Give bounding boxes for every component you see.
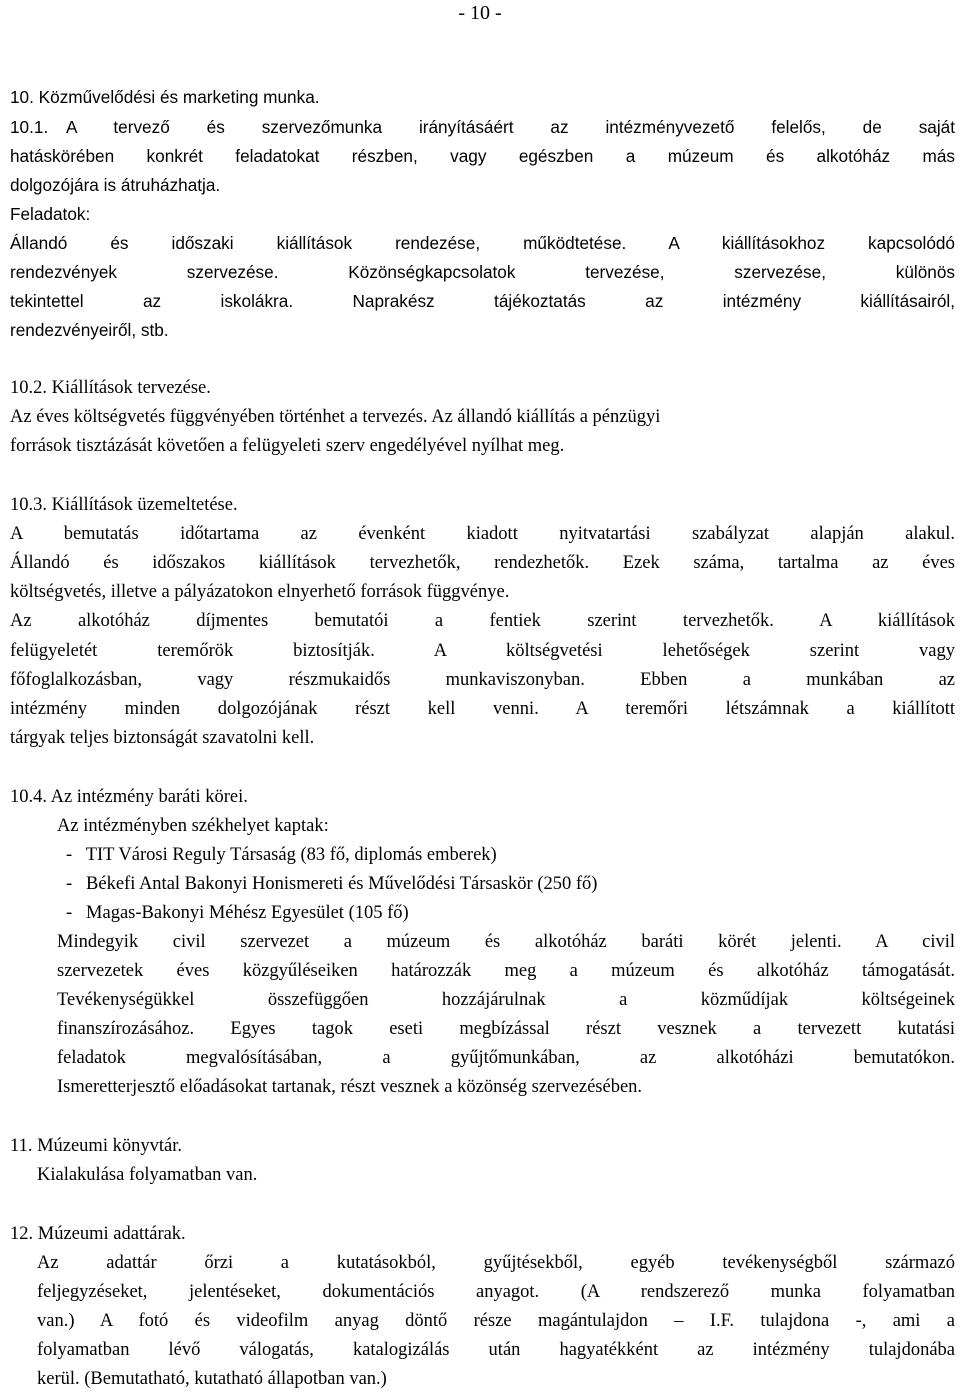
subsection-10-3-line: felügyeletét teremőrök biztosítják. A költségvetési lehetőségek szerint vagy [10,641,955,661]
subsection-10-2-line: Az éves költségvetés függvényében történhet a tervezés. Az állandó kiállítás a pénzügyi [10,407,661,427]
subsection-10-1-line: hatáskörében konkrét feladatokat részben, vagy egészben a múzeum és alkotóház más [10,146,955,166]
subsection-10-3-line: főfoglalkozásban, vagy részmukaidős munkaviszonyban. Ebben a munkában az [10,670,955,690]
subsection-10-1-number: 10.1. [10,117,49,137]
subsection-10-1-line: Állandó és időszaki kiállítások rendezése, működtetése. A kiállításokhoz kapcsolódó [10,233,955,253]
subsection-10-4-line: Ismeretterjesztő előadásokat tartanak, részt vesznek a közönség szervezésében. [57,1077,643,1097]
page-number: - 10 - [458,2,502,24]
list-item: - TIT Városi Reguly Társaság (83 fő, diplomás emberek) [66,845,497,865]
section-12-line: Az adattár őrzi a kutatásokból, gyűjtésekből, egyéb tevékenységből származó [37,1253,955,1273]
subsection-10-1-line: tekintettel az iskolákra. Naprakész tájékoztatás az intézmény kiállításairól, [10,291,955,311]
list-item: - Magas-Bakonyi Méhész Egyesület (105 fő) [66,903,409,923]
section-12-line: folyamatban lévő válogatás, katalogizálás után hagyatékként az intézmény tulajdonába [37,1340,955,1360]
section-12-line: van.) A fotó és videofilm anyag döntő része magántulajdon – I.F. tulajdona -, ami a [37,1311,955,1331]
section-11-line: Kialakulása folyamatban van. [37,1165,258,1185]
subsection-10-1-line: A tervező és szervezőmunka irányításáért az intézményvezető felelős, de saját [66,117,955,137]
subsection-10-4-line: Tevékenységükkel összefüggően hozzájárulnak a közműdíjak költségeinek [57,990,955,1010]
subsection-10-3-heading: 10.3. Kiállítások üzemeltetése. [10,495,238,515]
subsection-10-2-heading: 10.2. Kiállítások tervezése. [10,378,211,398]
subsection-10-3-line: Az alkotóház díjmentes bemutatói a fentiek szerint tervezhetők. A kiállítások [10,611,955,631]
list-item: - Békefi Antal Bakonyi Honismereti és Művelődési Társaskör (250 fő) [66,874,598,894]
subsection-10-4-heading: 10.4. Az intézmény baráti körei. [10,787,248,807]
tasks-label: Feladatok: [10,204,91,224]
subsection-10-4-intro: Az intézményben székhelyet kaptak: [57,816,329,836]
section-10-heading: 10. Közművelődési és marketing munka. [10,87,320,107]
subsection-10-3-line: Állandó és időszakos kiállítások tervezhetők, rendezhetők. Ezek száma, tartalma az éves [10,553,955,573]
section-12-heading: 12. Múzeumi adattárak. [10,1224,186,1244]
subsection-10-2-line: források tisztázását követően a felügyeleti szerv engedélyével nyílhat meg. [10,436,565,456]
subsection-10-4-line: Mindegyik civil szervezet a múzeum és alkotóház baráti körét jelenti. A civil [57,932,955,952]
section-12-line: feljegyzéseket, jelentéseket, dokumentációs anyagot. (A rendszerező munka folyamatban [37,1282,955,1302]
subsection-10-1-line: rendezvények szervezése. Közönségkapcsolatok tervezése, szervezése, különös [10,262,955,282]
subsection-10-4-line: szervezetek éves közgyűléseiken határozzák meg a múzeum és alkotóház támogatását. [57,961,955,981]
subsection-10-4-line: finanszírozásához. Egyes tagok eseti megbízással részt vesznek a tervezett kutatási [57,1019,955,1039]
subsection-10-1-line: rendezvényeiről, stb. [10,320,169,340]
subsection-10-4-line: feladatok megvalósításában, a gyűjtőmunkában, az alkotóházi bemutatókon. [57,1048,955,1068]
subsection-10-1-line: dolgozójára is átruházhatja. [10,175,221,195]
subsection-10-3-line: A bemutatás időtartama az évenként kiadott nyitvatartási szabályzat alapján alakul. [10,524,955,544]
subsection-10-3-line: költségvetés, illetve a pályázatokon elnyerhető források függvénye. [10,582,510,602]
subsection-10-3-line: intézmény minden dolgozójának részt kell venni. A teremőri létszámnak a kiállított [10,699,955,719]
section-11-heading: 11. Múzeumi könyvtár. [10,1136,182,1156]
section-12-line: kerül. (Bemutatható, kutatható állapotban van.) [37,1369,387,1389]
subsection-10-3-line: tárgyak teljes biztonságát szavatolni kell. [10,728,315,748]
